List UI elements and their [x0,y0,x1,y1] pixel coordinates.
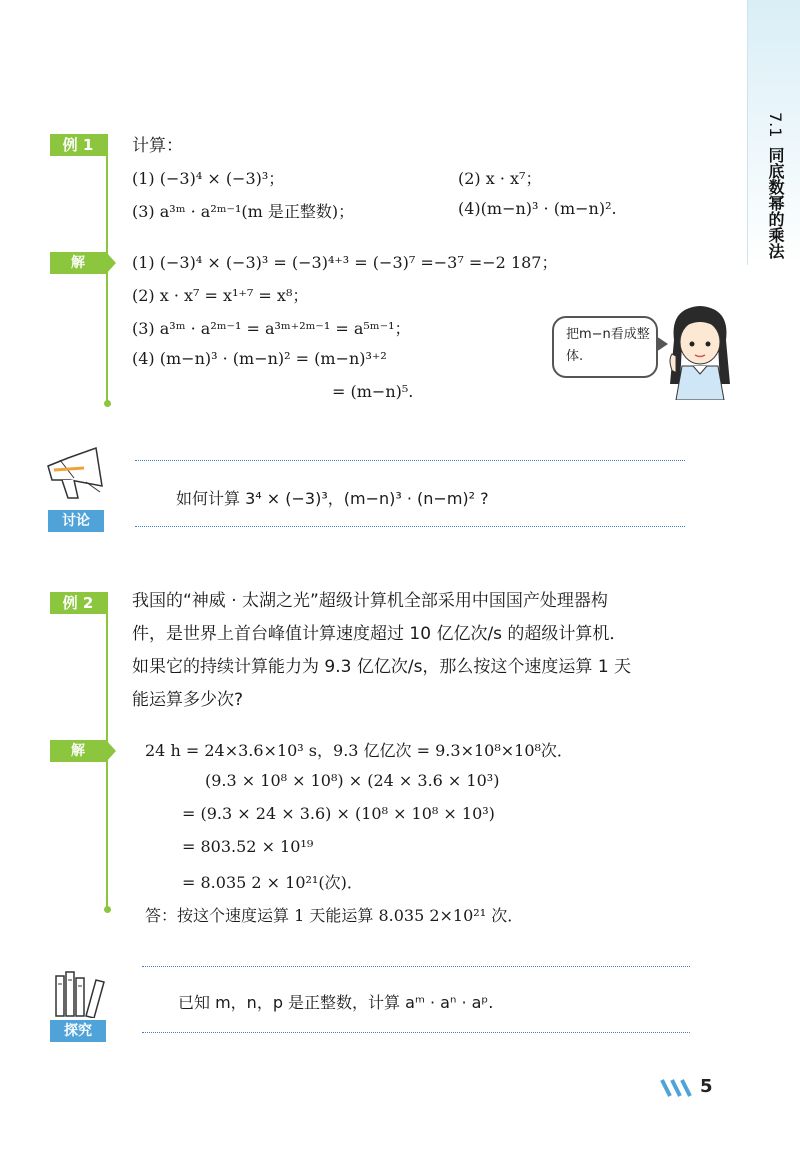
example2-solution-5: = 8.035 2 × 10²¹(次)． [182,873,363,892]
example2-solution-1: 24 h = 24×3.6×10³ s，9.3 亿亿次 = 9.3×10⁸×10⁸次． [145,741,573,760]
example2-label: 例 2 [50,592,106,614]
example2-problem-line-3: 如果它的持续计算能力为 9.3 亿亿次/s，那么按这个速度运算 1 天 [132,657,632,677]
example2-problem-line-1: 我国的“神威 · 太湖之光”超级计算机全部采用中国国产处理器构 [132,591,608,611]
books-icon [52,970,110,1018]
example1-problem-2: (2) x · x⁷； [458,169,542,188]
section-number: 7.1 [766,112,785,138]
page-number: 5 [700,1076,713,1097]
example2-problem-line-4: 能运算多少次? [132,690,244,710]
example1-solution-5: = (m−n)⁵. [332,382,414,401]
page-number-mark-icon [660,1078,694,1098]
example2-solution-2: (9.3 × 10⁸ × 10⁸) × (24 × 3.6 × 10³) [205,771,500,790]
discuss-top-divider [135,460,685,461]
explore-question: 已知 m，n，p 是正整数，计算 aᵐ · aⁿ · aᵖ. [178,993,494,1012]
example1-solution-4: (4) (m−n)³ · (m−n)² = (m−n)³⁺² [132,349,387,368]
discuss-label: 讨论 [48,510,104,532]
discuss-bottom-divider [135,526,685,527]
example1-solution-3: (3) a³ᵐ · a²ᵐ⁻¹ = a³ᵐ⁺²ᵐ⁻¹ = a⁵ᵐ⁻¹； [132,319,411,338]
chapter-side-label [764,112,788,259]
explore-label: 探究 [50,1020,106,1042]
speech-bubble-text: 把m−n看成整体. [566,327,650,364]
example1-solution-1: (1) (−3)⁴ × (−3)³ = (−3)⁴⁺³ = (−3)⁷ =−3⁷ =−2 187； [132,253,558,272]
example1-problem-3: (3) a³ᵐ · a²ᵐ⁻¹(m 是正整数)； [132,202,355,221]
discuss-question: 如何计算 3⁴ × (−3)³，(m−n)³ · (n−m)² ? [176,489,489,508]
example2-guide-dot [104,906,111,913]
explore-bottom-divider [142,1032,690,1033]
example2-problem-line-2: 件，是世界上首台峰值计算速度超过 10 亿亿次/s 的超级计算机． [132,624,627,644]
example1-prompt: 计算： [132,136,183,156]
example1-problem-4: (4)(m−n)³ · (m−n)². [458,199,617,218]
example2-problem [132,585,702,717]
girl-illustration [660,300,740,400]
explore-top-divider [142,966,690,967]
section-title: 同底数幂的乘法 [766,147,785,260]
example1-label: 例 1 [50,134,106,156]
megaphone-icon [40,446,110,506]
example2-solution-label: 解 [50,740,106,762]
example2-solution-4: = 803.52 × 10¹⁹ [182,837,314,856]
example1-solution-label: 解 [50,252,106,274]
example2-answer: 答：按这个速度运算 1 天能运算 8.035 2×10²¹ 次． [145,906,524,925]
example1-solution-2: (2) x · x⁷ = x¹⁺⁷ = x⁸； [132,286,309,305]
example1-guide-dot [104,400,111,407]
speech-bubble [552,316,658,378]
example2-solution-3: = (9.3 × 24 × 3.6) × (10⁸ × 10⁸ × 10³) [182,804,495,823]
example1-problem-1: (1) (−3)⁴ × (−3)³； [132,169,285,188]
